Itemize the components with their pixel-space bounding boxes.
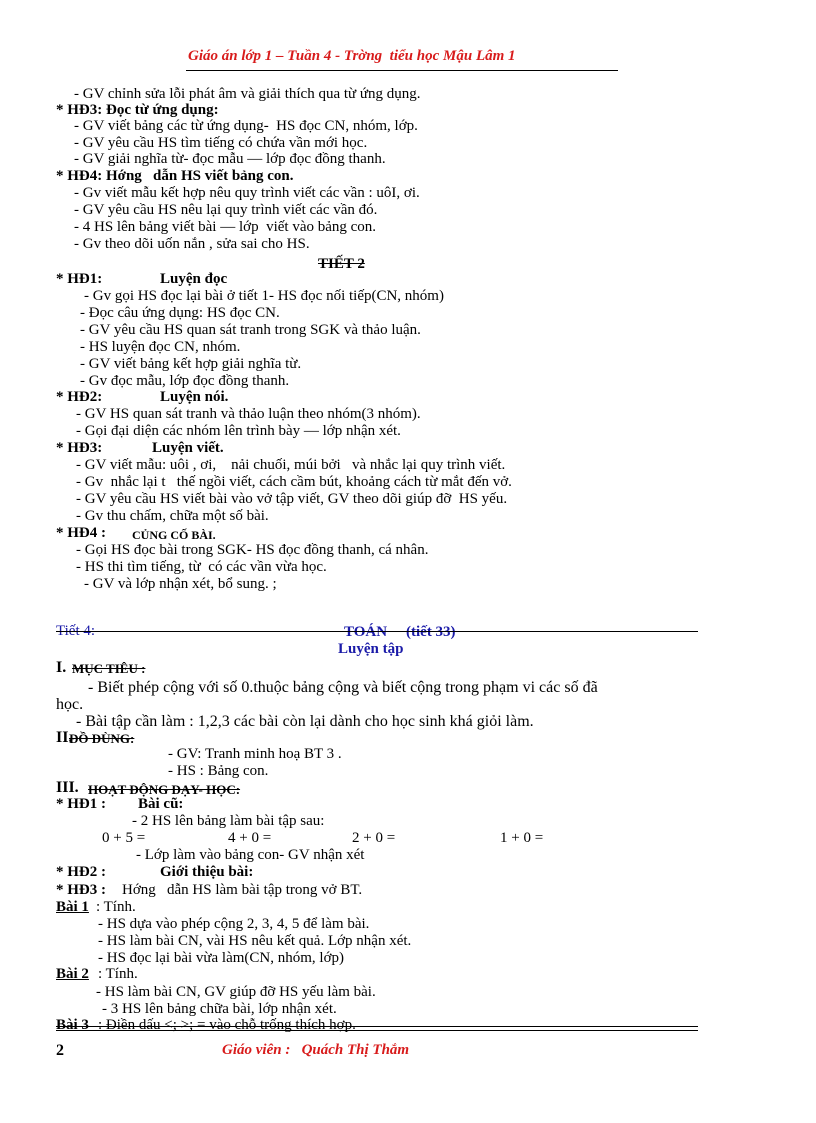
- line: - GV chỉnh sửa lỗi phát âm và giải thích qua từ ứng dụng.: [74, 86, 421, 102]
- line: - Gọi HS đọc bài trong SGK- HS đọc đồng thanh, cá nhân.: [76, 542, 429, 558]
- line: - GV viết bảng các từ ứng dụng- HS đọc CN, nhóm, lớp.: [74, 118, 418, 134]
- m-hd2-label: * HĐ2 :: [56, 864, 106, 880]
- footer-rule: [56, 1030, 698, 1031]
- hoat-dong-heading: HOẠT ĐỘNG DẠY- HỌC:: [88, 782, 241, 797]
- line: - HS làm bài CN, GV giúp đỡ HS yếu làm bài.: [96, 984, 376, 1000]
- line: - HS : Bảng con.: [168, 763, 269, 779]
- line: học.: [56, 696, 84, 713]
- m-hd3-title: Hớng dẫn HS làm bài tập trong vở BT.: [122, 882, 363, 898]
- hd2-label: * HĐ2:: [56, 389, 103, 405]
- line: - HS làm bài CN, vài HS nêu kết quả. Lớp nhận xét.: [98, 933, 412, 949]
- footer-rule: [56, 1026, 698, 1027]
- header-rule: [186, 70, 618, 71]
- line: - 4 HS lên bảng viết bài — lớp viết vào bảng con.: [74, 219, 377, 235]
- hd3-subtitle: Luyện viết.: [152, 440, 224, 456]
- exercise: 1 + 0 =: [500, 830, 544, 846]
- toan-title: Luyện tập: [338, 641, 404, 657]
- roman-i: I.: [56, 659, 67, 676]
- line: - GV và lớp nhận xét, bổ sung. ;: [84, 576, 277, 592]
- line: - Đọc câu ứng dụng: HS đọc CN.: [80, 305, 280, 321]
- line: - GV yêu cầu HS tìm tiếng có chứa vần mới học.: [74, 135, 368, 151]
- tiet4-label: Tiết 4:: [56, 623, 96, 639]
- bai2-label: Bài 2: [56, 966, 89, 982]
- section-rule: [56, 631, 698, 632]
- line: - Bài tập cần làm : 1,2,3 các bài còn lại dành cho học sinh khá giỏi làm.: [76, 713, 534, 730]
- line: - 3 HS lên bảng chữa bài, lớp nhận xét.: [102, 1001, 337, 1017]
- hd4-label: * HĐ4 :: [56, 525, 106, 541]
- page-header-title: Giáo án lớp 1 – Tuần 4 - Trờng tiểu học Mậu Lâm 1: [188, 48, 516, 64]
- line: - GV: Tranh minh hoạ BT 3 .: [168, 746, 342, 762]
- line: - GV viết mẫu: uôi , ơi, nải chuối, múi bởi và nhắc lại quy trình viết.: [76, 457, 506, 473]
- bai2-text: : Tính.: [98, 966, 138, 982]
- line: - GV giải nghĩa từ- đọc mẫu — lớp đọc đồng thanh.: [74, 151, 386, 167]
- line: - HS dựa vào phép cộng 2, 3, 4, 5 để làm bài.: [98, 916, 370, 932]
- hd2-title: Luyện nói.: [160, 389, 229, 405]
- bai3-label: Bài 3: [56, 1017, 89, 1033]
- bai3-text: : Điền dấu <; >; = vào chỗ trống thích hợp.: [98, 1017, 356, 1033]
- line: - HS thi tìm tiếng, từ có các vần vừa học.: [76, 559, 327, 575]
- hd3-title: * HĐ3: Đọc từ ứng dụng:: [56, 102, 219, 118]
- roman-iii: III.: [56, 779, 79, 796]
- do-dung-heading: ĐỒ DÙNG:: [69, 731, 135, 746]
- teacher-name: Giáo viên : Quách Thị Thắm: [222, 1042, 410, 1058]
- line: - Gv gọi HS đọc lại bài ở tiết 1- HS đọc nối tiếp(CN, nhóm): [84, 288, 444, 304]
- line: - Gọi đại diện các nhóm lên trình bày — lớp nhận xét.: [76, 423, 401, 439]
- bai1-label: Bài 1: [56, 899, 89, 915]
- m-hd1-label: * HĐ1 :: [56, 796, 106, 812]
- line: - Gv nhắc lại t thế ngồi viết, cách cầm bút, khoảng cách từ mắt đến vở.: [76, 474, 512, 490]
- line: - HS đọc lại bài vừa làm(CN, nhóm, lớp): [98, 950, 345, 966]
- hd4-title: * HĐ4: Hớng dẫn HS viết bảng con.: [56, 168, 294, 184]
- exercise: 2 + 0 =: [352, 830, 396, 846]
- line: - Gv đọc mẫu, lớp đọc đồng thanh.: [80, 373, 290, 389]
- toan-number: (tiết 33): [406, 624, 456, 640]
- tiet2-heading: TIẾT 2: [318, 256, 365, 272]
- page-number: 2: [56, 1042, 64, 1059]
- exercise: 0 + 5 =: [102, 830, 146, 846]
- m-hd3-label: * HĐ3 :: [56, 882, 106, 898]
- line: - Lớp làm vào bảng con- GV nhận xét: [136, 847, 365, 863]
- line: - Gv theo dõi uốn nắn , sửa sai cho HS.: [74, 236, 310, 252]
- line: - HS luyện đọc CN, nhóm.: [80, 339, 241, 355]
- muc-tieu-heading: MỤC TIÊU :: [72, 661, 146, 676]
- toan-subject: TOÁN: [344, 624, 388, 640]
- line: - Biết phép cộng với số 0.thuộc bảng cộng và biết cộng trong phạm vi các số đã: [88, 679, 598, 696]
- line: - 2 HS lên bảng làm bài tập sau:: [132, 813, 325, 829]
- line: - GV yêu cầu HS nêu lại quy trình viết các vần đó.: [74, 202, 378, 218]
- hd4-subtitle: CỦNG CỐ BÀI.: [132, 528, 216, 542]
- line: - GV HS quan sát tranh và thảo luận theo nhóm(3 nhóm).: [76, 406, 421, 422]
- line: - GV yêu cầu HS viết bài vào vở tập viết, GV theo dõi giúp đỡ HS yếu.: [76, 491, 508, 507]
- hd1-label: * HĐ1:: [56, 271, 103, 287]
- m-hd1-title: Bài cũ:: [138, 796, 184, 812]
- exercise: 4 + 0 =: [228, 830, 272, 846]
- line: - Gv viết mẫu kết hợp nêu quy trình viết các vần : uôI, ơi.: [74, 185, 420, 201]
- m-hd2-title: Giới thiệu bài:: [160, 864, 254, 880]
- bai1-text: : Tính.: [96, 899, 136, 915]
- roman-ii: II.: [56, 729, 73, 746]
- line: - GV viết bảng kết hợp giải nghĩa từ.: [80, 356, 302, 372]
- line: - Gv thu chấm, chữa một số bài.: [76, 508, 269, 524]
- hd3-label: * HĐ3:: [56, 440, 103, 456]
- line: - GV yêu cầu HS quan sát tranh trong SGK và thảo luận.: [80, 322, 421, 338]
- hd1-title: Luyện đọc: [160, 271, 228, 287]
